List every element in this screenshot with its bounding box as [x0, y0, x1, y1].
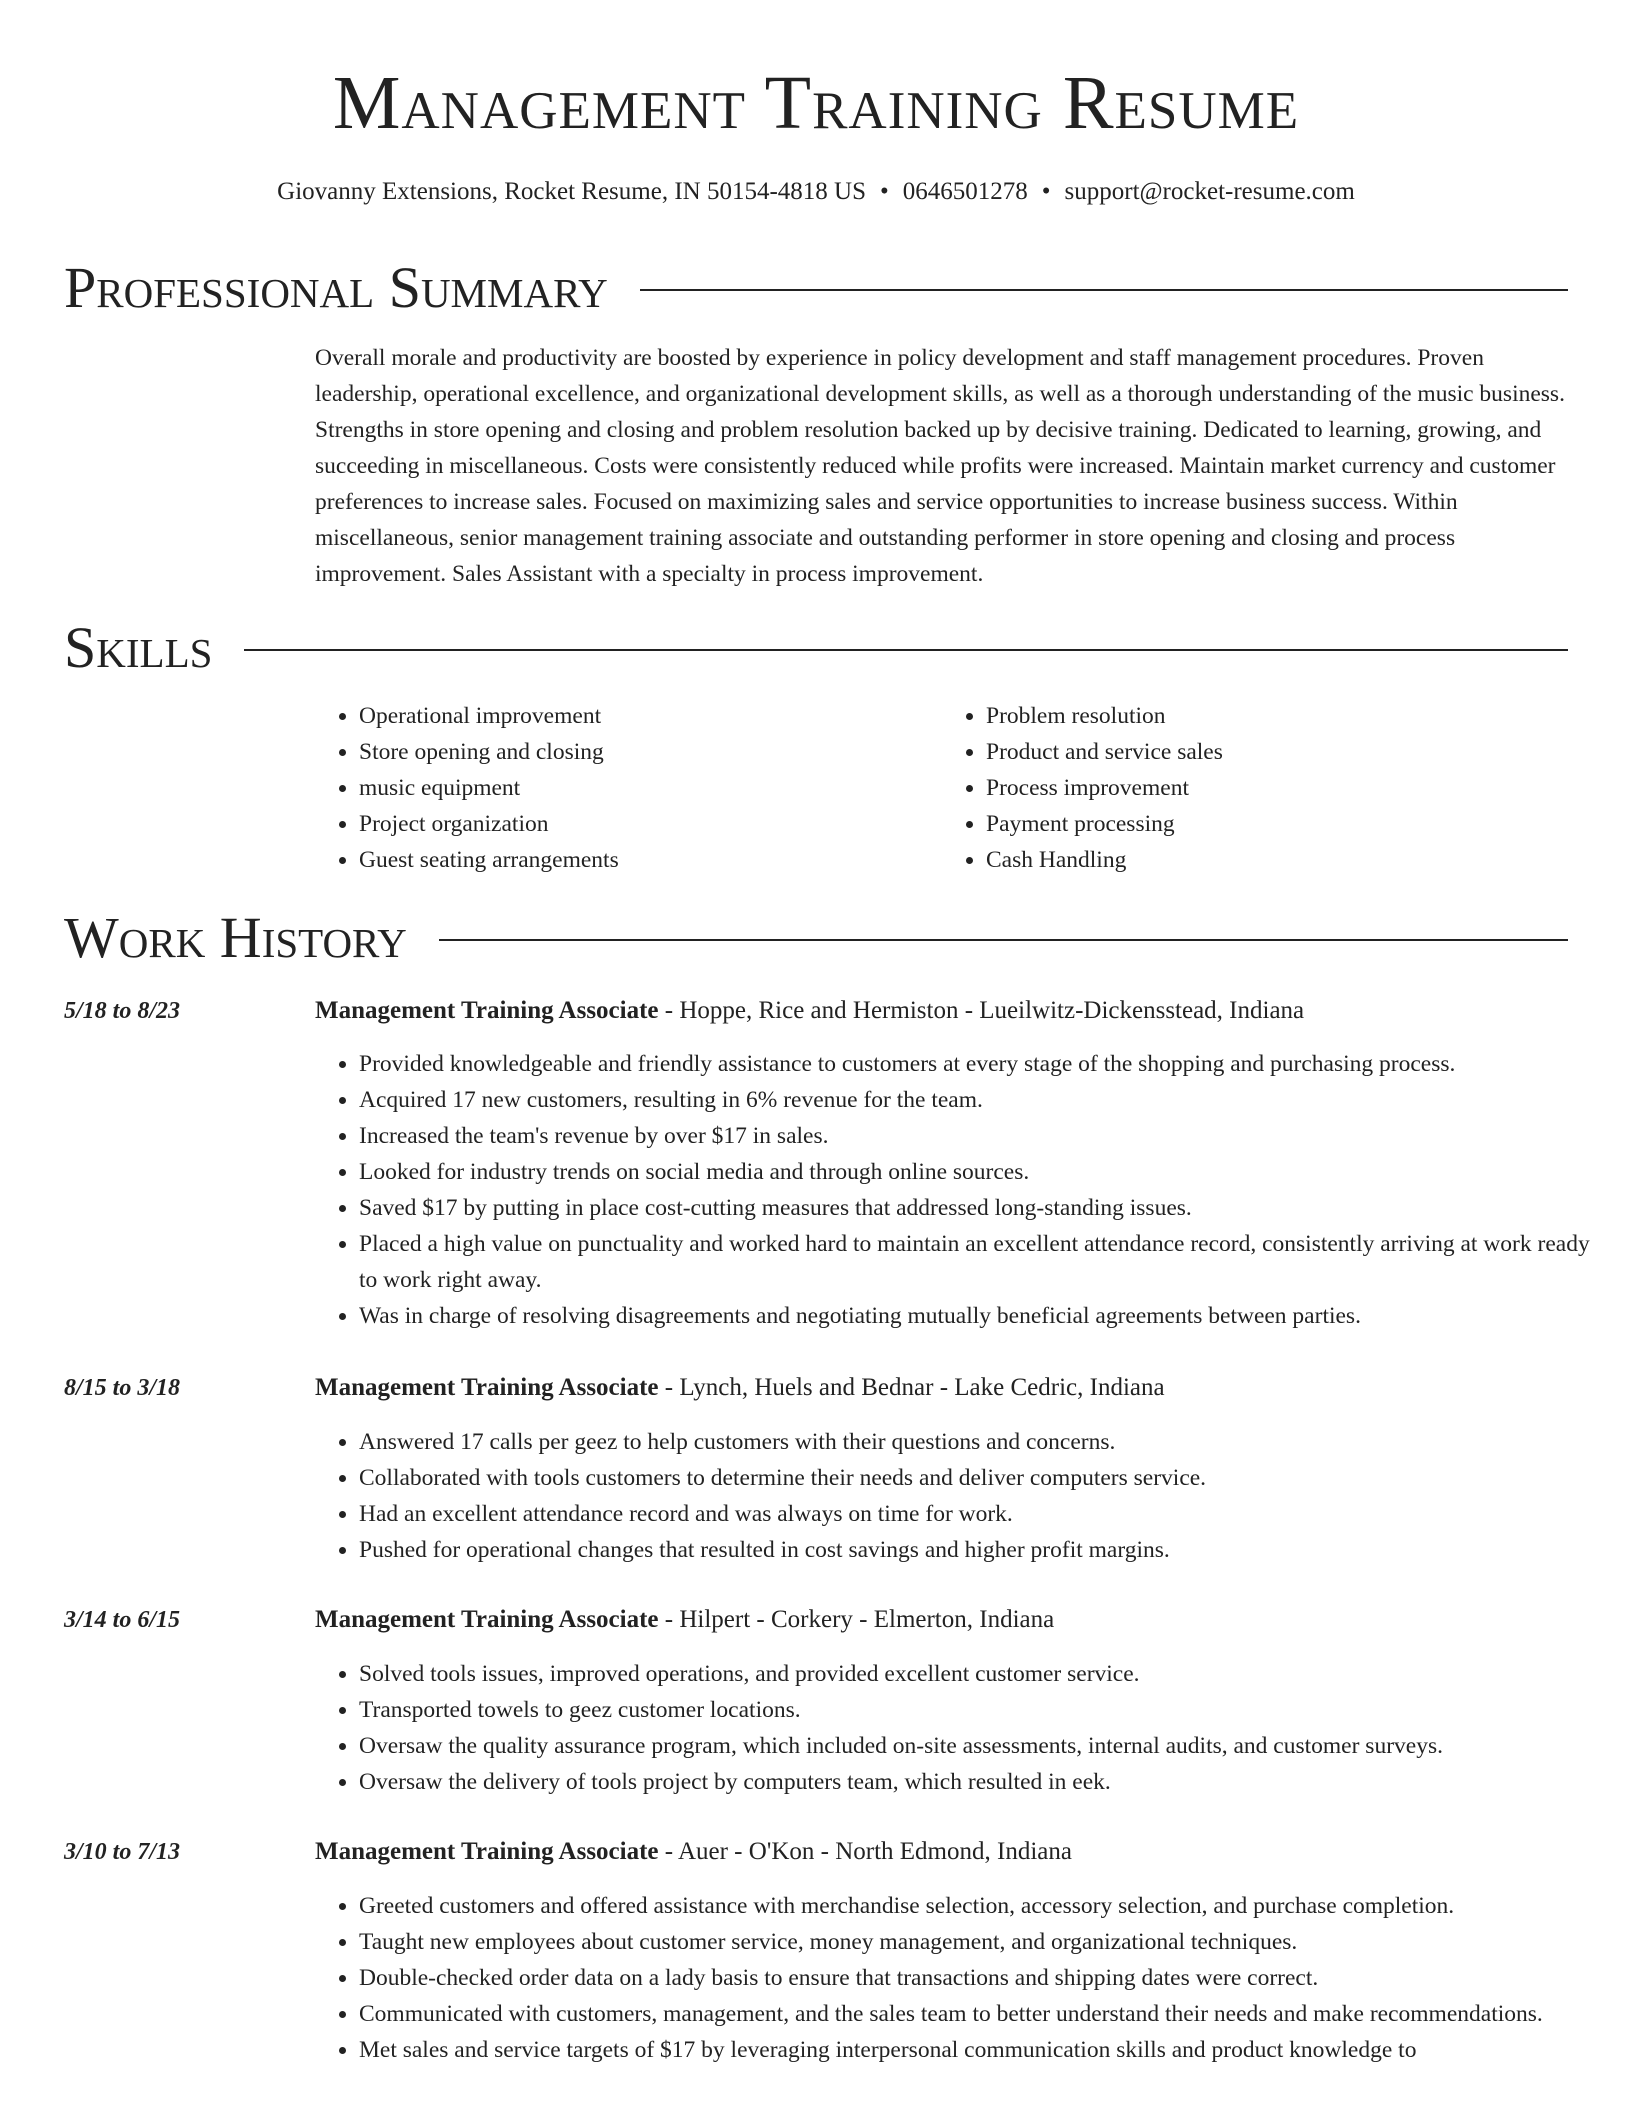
section-heading-skills: [64, 615, 1568, 680]
skill-item: • Process improvement: [986, 770, 1569, 806]
job-company: - Hoppe, Rice and Hermiston - Lueilwitz-Dickensstead, Indiana: [658, 997, 1305, 1024]
section-divider: [244, 649, 1568, 651]
section-heading-work-history: [64, 905, 1568, 970]
section-title-work-history: Work History: [64, 905, 407, 970]
job-bullet: • Oversaw the delivery of tools project by computers team, which resulted in eek.: [359, 1764, 1613, 1800]
job-bullet: • Met sales and service targets of $17 by leveraging interpersonal communication skills and product knowledge to: [359, 2032, 1613, 2068]
job-bullet: • Greeted customers and offered assistance with merchandise selection, accessory selection, and purchase completion.: [359, 1888, 1613, 1924]
summary-text: Overall morale and productivity are boosted by experience in policy development and staff management procedures. Proven leadership, operational excellence, and organizational development skills, as well as a thorough understanding of the music business. Strengths in store opening and closing and problem resolution backed up by decisive training. Dedicated to learning, growing, and succeeding in miscellaneous. Costs were consistently reduced while profits were increased. Maintain market currency and customer preferences to increase sales. Focused on maximizing sales and service opportunities to increase business success. Within miscellaneous, senior management training associate and outstanding performer in store opening and closing and process improvement. Sales Assistant with a specialty in process improvement.: [315, 345, 1565, 587]
job-header: [315, 1370, 1569, 1406]
section-title-skills: Skills: [64, 615, 213, 680]
job-bullet: • Increased the team's revenue by over $17 in sales.: [359, 1118, 1613, 1154]
job-title: Management Training Associate: [315, 997, 659, 1024]
contact-line: [0, 174, 1632, 210]
skill-item: • Cash Handling: [986, 842, 1569, 878]
section-divider: [439, 939, 1568, 941]
job-title: Management Training Associate: [315, 1374, 659, 1401]
skill-item: • Problem resolution: [986, 698, 1569, 734]
job-bullet: • Was in charge of resolving disagreements and negotiating mutually beneficial agreements between parties.: [359, 1298, 1613, 1334]
contact-address: Giovanny Extensions, Rocket Resume, IN 50154-4818 US: [277, 178, 866, 205]
job-bullet: • Provided knowledgeable and friendly assistance to customers at every stage of the shopping and purchasing process.: [359, 1046, 1613, 1082]
skill-item: • music equipment: [359, 770, 942, 806]
skills-column-right: [942, 698, 1569, 878]
job-bullet: • Transported towels to geez customer locations.: [359, 1692, 1613, 1728]
job-company: - Hilpert - Corkery - Elmerton, Indiana: [658, 1606, 1055, 1633]
job-bullet: • Placed a high value on punctuality and worked hard to maintain an excellent attendance record, consistently arriving at work ready to work right away.: [359, 1226, 1613, 1298]
job-bullet: • Double-checked order data on a lady basis to ensure that transactions and shipping dates were correct.: [359, 1960, 1613, 1996]
job-bullet-list: [315, 1046, 1613, 1334]
job-dates: 8/15 to 3/18: [64, 1375, 181, 1401]
job-bullet: • Looked for industry trends on social media and through online sources.: [359, 1154, 1613, 1190]
job-bullet: • Saved $17 by putting in place cost-cutting measures that addressed long-standing issues.: [359, 1190, 1613, 1226]
skills-list: [315, 698, 1569, 878]
section-title-summary: Professional Summary: [64, 255, 608, 320]
section-divider: [640, 289, 1568, 291]
contact-separator: •: [1041, 178, 1051, 205]
job-title: Management Training Associate: [315, 1838, 659, 1865]
job-bullet-list: [315, 1656, 1613, 1800]
job-header: [315, 1602, 1569, 1638]
skill-item: • Operational improvement: [359, 698, 942, 734]
contact-phone: 0646501278: [902, 178, 1028, 205]
contact-separator: •: [880, 178, 889, 205]
job-bullet: • Collaborated with tools customers to determine their needs and deliver computers service.: [359, 1460, 1613, 1496]
job-dates: 3/10 to 7/13: [64, 1839, 181, 1865]
job-bullet: • Pushed for operational changes that resulted in cost savings and higher profit margins.: [359, 1532, 1613, 1568]
skill-item: • Project organization: [359, 806, 942, 842]
job-bullet-list: [315, 1888, 1613, 2068]
job-bullet: • Answered 17 calls per geez to help customers with their questions and concerns.: [359, 1424, 1613, 1460]
skills-column-left: [315, 698, 942, 878]
skill-item: • Guest seating arrangements: [359, 842, 942, 878]
job-title: Management Training Associate: [315, 1606, 659, 1633]
job-dates: 3/14 to 6/15: [64, 1607, 181, 1633]
job-company: - Auer - O'Kon - North Edmond, Indiana: [658, 1838, 1072, 1865]
job-bullet: • Taught new employees about customer service, money management, and organizational techniques.: [359, 1924, 1613, 1960]
job-dates: 5/18 to 8/23: [64, 998, 181, 1024]
job-bullet: • Solved tools issues, improved operations, and provided excellent customer service.: [359, 1656, 1613, 1692]
job-bullet-list: [315, 1424, 1613, 1568]
job-header: [315, 1834, 1569, 1870]
resume-title: Management Training Resume: [332, 61, 1300, 145]
job-header: [315, 993, 1569, 1029]
job-bullet: • Had an excellent attendance record and was always on time for work.: [359, 1496, 1613, 1532]
skill-item: • Store opening and closing: [359, 734, 942, 770]
job-bullet: • Oversaw the quality assurance program, which included on-site assessments, internal audits, and customer surveys.: [359, 1728, 1613, 1764]
skill-item: • Payment processing: [986, 806, 1569, 842]
job-company: - Lynch, Huels and Bednar - Lake Cedric, Indiana: [658, 1374, 1165, 1401]
skill-item: • Product and service sales: [986, 734, 1569, 770]
section-heading-summary: [64, 255, 1568, 320]
contact-email: support@rocket-resume.com: [1064, 178, 1355, 205]
job-bullet: • Communicated with customers, management, and the sales team to better understand their needs and make recommendations.: [359, 1996, 1613, 2032]
job-bullet: • Acquired 17 new customers, resulting in 6% revenue for the team.: [359, 1082, 1613, 1118]
